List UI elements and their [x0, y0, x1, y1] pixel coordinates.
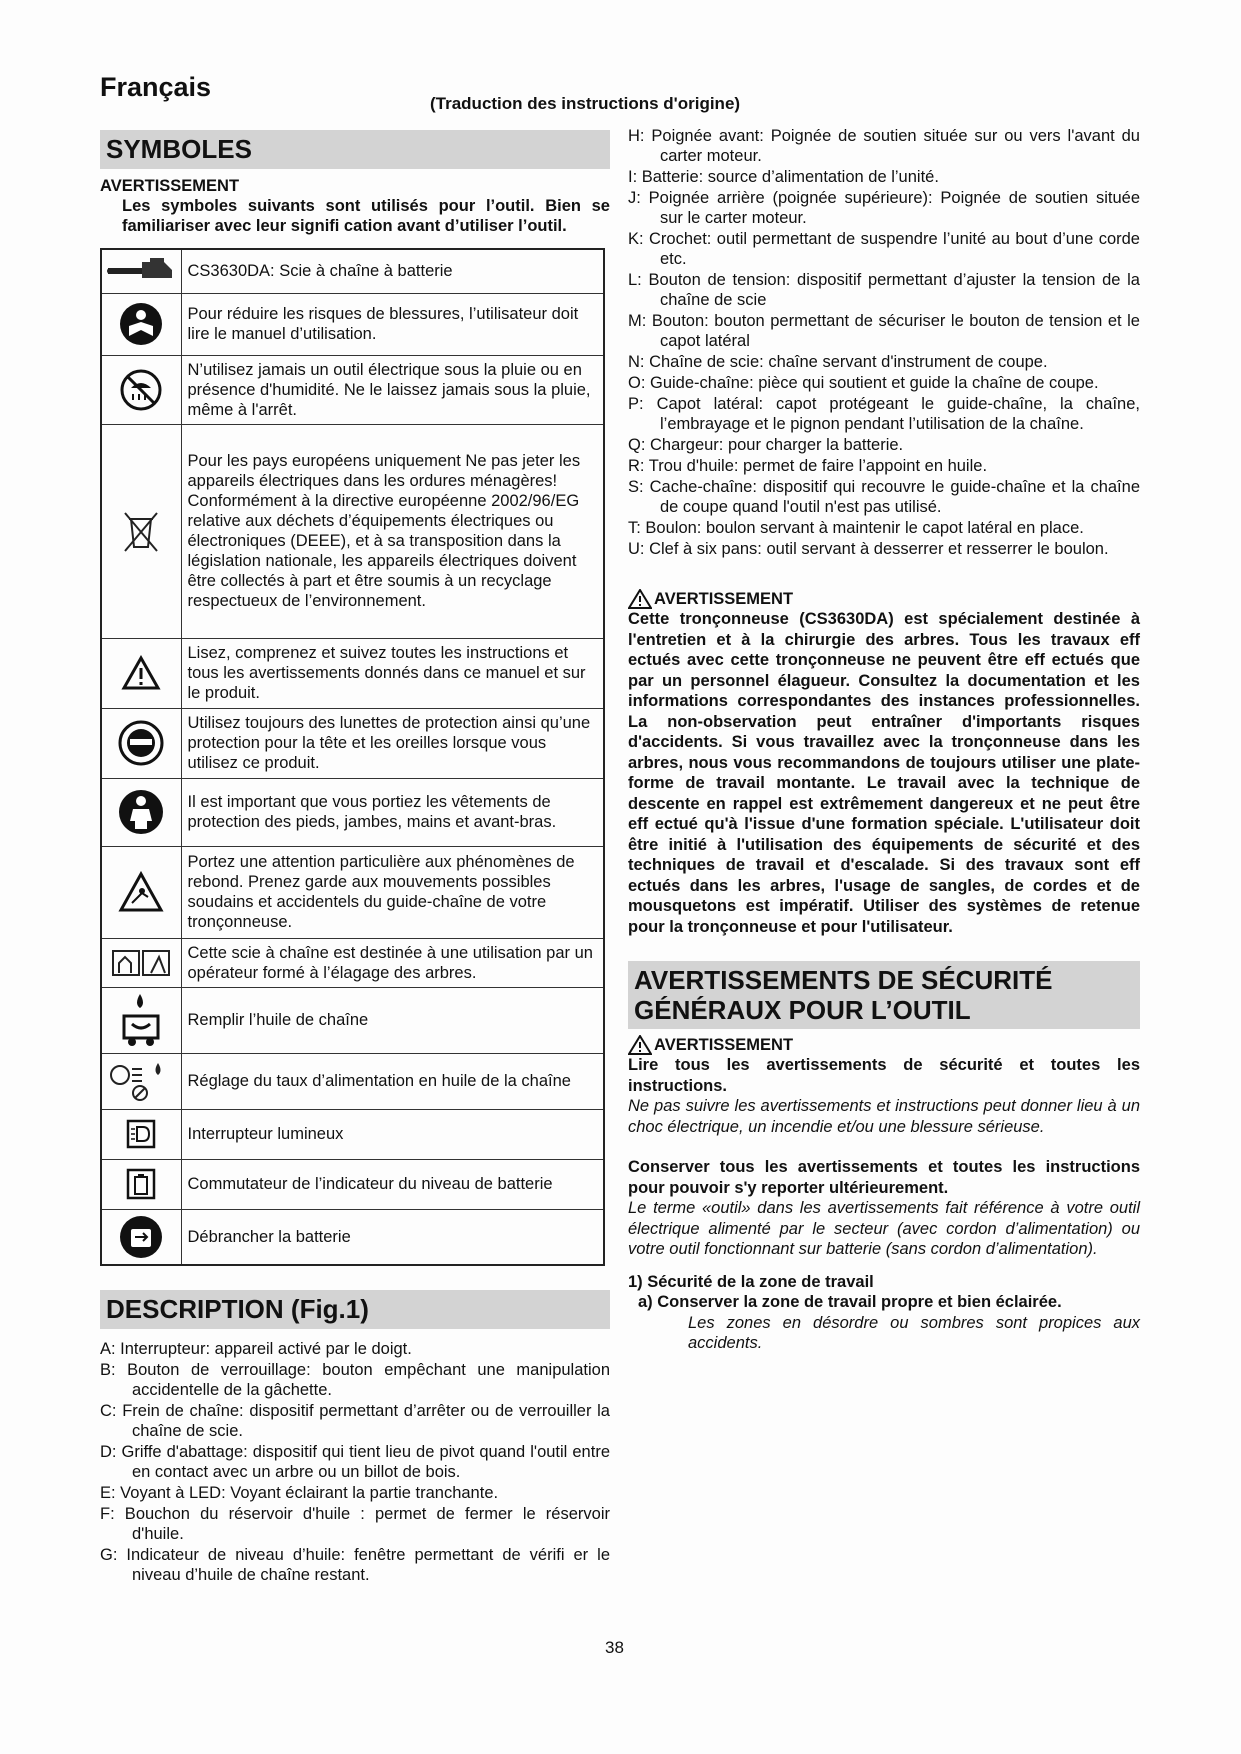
list-item: C: Frein de chaîne: dispositif permettant d’arrêter ou de verrouiller la chaîne de scie.: [100, 1402, 610, 1440]
list-item: L: Bouton de tension: dispositif permettant d’ajuster la tension de la chaîne de scie: [628, 271, 1140, 309]
list-item: I: Batterie: source d’alimentation de l’unité.: [628, 168, 939, 186]
warning-triangle-icon: [628, 1035, 652, 1055]
warning-triangle-icon: [628, 589, 652, 609]
symbol-row: [101, 638, 604, 708]
list-item: G: Indicateur de niveau d’huile: fenêtre permettant de vérifi er le niveau d’huile de chaîne restant.: [100, 1546, 610, 1584]
title-line: AVERTISSEMENTS DE SÉCURITÉ: [634, 965, 1053, 995]
left-column: [100, 130, 610, 1586]
list-item: P: Capot latéral: capot protégeant le guide-chaîne, la chaîne, l’embrayage et le pignon pendant l’utilisation de la chaîne.: [628, 395, 1140, 433]
list-item: K: Crochet: outil permettant de suspendre l’unité au bout d’une corde etc.: [628, 230, 1140, 268]
chainsaw-icon: [101, 249, 181, 293]
list-item: D: Griffe d'abattage: dispositif qui tient lieu de pivot quand l'outil entre en contact avec un arbre ou un billot de bois.: [100, 1443, 610, 1481]
kickback-warning-icon: [101, 846, 181, 938]
symbols-table: [100, 248, 605, 1266]
symbol-row: [101, 708, 604, 778]
no-rain-icon: [101, 355, 181, 424]
list-item: J: Poignée arrière (poignée supérieure): Poignée de soutien située sur le carter moteur.: [628, 189, 1140, 227]
page-number: 38: [605, 1638, 624, 1657]
list-item: A: Interrupteur: appareil activé par le doigt.: [100, 1340, 412, 1358]
symbols-warning-text: Les symboles suivants sont utilisés pour l’outil. Bien se familiariser avec leur signifi cation avant d’utiliser l’outil.: [122, 197, 610, 235]
symbol-row: [101, 424, 604, 638]
symbols-warning-label: AVERTISSEMENT: [100, 177, 240, 195]
disconnect-battery-icon: [101, 1209, 181, 1265]
trained-operator-icon: [101, 938, 181, 987]
title-line: GÉNÉRAUX POUR L’OUTIL: [634, 995, 971, 1025]
symbol-row: [101, 355, 604, 424]
general-safety-title: [628, 961, 1140, 1029]
list-item: M: Bouton: bouton permettant de sécuriser le bouton de tension et le capot latéral: [628, 312, 1140, 350]
warning-triangle-icon: [101, 638, 181, 708]
weee-bin-icon: [101, 424, 181, 638]
symbol-text: CS3630DA: Scie à chaîne à batterie: [181, 249, 604, 293]
translation-subtitle: (Traduction des instructions d'origine): [430, 94, 741, 113]
symbol-text: Cette scie à chaîne est destinée à une utilisation par un opérateur formé à l’élagage des arbres.: [181, 938, 604, 987]
warning-label: AVERTISSEMENT: [654, 1035, 794, 1054]
list-item: B: Bouton de verrouillage: bouton empêchant une manipulation accidentelle de la gâchette.: [100, 1361, 610, 1399]
work-area-clean-heading: a) Conserver la zone de travail propre et bien éclairée.: [638, 1293, 1062, 1311]
symbol-text: Commutateur de l’indicateur du niveau de batterie: [181, 1159, 604, 1209]
symbol-row: [101, 1209, 604, 1265]
symbol-text: N’utilisez jamais un outil électrique sous la pluie ou en présence d'humidité. Ne le laissez jamais sous la pluie, même à l'arrêt.: [181, 355, 604, 424]
work-area-safety-heading: 1) Sécurité de la zone de travail: [628, 1272, 874, 1291]
symbol-row: [101, 293, 604, 355]
symbol-row: [101, 938, 604, 987]
light-switch-icon: [101, 1109, 181, 1159]
symbol-text: Remplir l’huile de chaîne: [181, 987, 604, 1053]
symbol-row: [101, 987, 604, 1053]
read-all-warnings: Lire tous les avertissements de sécurité et toutes les instructions.: [628, 1056, 1140, 1095]
symbol-text: Lisez, comprenez et suivez toutes les instructions et tous les avertissements donnés dans ce manuel et sur le produit.: [181, 638, 604, 708]
description-list-continued: [628, 126, 1140, 559]
symbol-text: Utilisez toujours des lunettes de protection ainsi qu’une protection pour la tête et les oreilles lorsque vous utilisez ce produit.: [181, 708, 604, 778]
symbol-text: Pour les pays européens uniquement Ne pas jeter les appareils électriques dans les ordures ménagères! Conformément à la directive européenne 2002/96/EG relative aux déchets d’équipements électriques ou électroniques (DEEE), et à sa transposition dans la législation nationale, les appareils électriques doivent être collectés à part et être soumis à un recyclage respectueux de l’environnement.: [181, 424, 604, 638]
description-section-title: DESCRIPTION (Fig.1): [100, 1290, 610, 1329]
list-item: N: Chaîne de scie: chaîne servant d'instrument de coupe.: [628, 353, 1048, 371]
tool-term-definition: Le terme «outil» dans les avertissements fait référence à votre outil électrique alimenté par le secteur (avec cordon d’alimentation) ou votre outil fonctionnant sur batterie (sans cordon d’alimentation).: [628, 1199, 1140, 1258]
warning-label: AVERTISSEMENT: [654, 589, 794, 608]
symbols-section-title: SYMBOLES: [100, 130, 610, 169]
keep-instructions: Conserver tous les avertissements et toutes les instructions pour pouvoir s'y reporter ultérieurement.: [628, 1158, 1140, 1197]
list-item: S: Cache-chaîne: dispositif qui recouvre le guide-chaîne et la chaîne de coupe quand l'outil n'est pas utilisé.: [628, 478, 1140, 516]
protective-clothing-icon: [101, 778, 181, 846]
list-item: E: Voyant à LED: Voyant éclairant la partie tranchante.: [100, 1484, 499, 1502]
language-heading: Français: [100, 72, 212, 102]
description-list: [100, 1339, 610, 1585]
symbol-text: Il est important que vous portiez les vêtements de protection des pieds, jambes, mains et avant-bras.: [181, 778, 604, 846]
symbol-text: Réglage du taux d’alimentation en huile de la chaîne: [181, 1053, 604, 1109]
chainsaw-warning-text: Cette tronçonneuse (CS3630DA) est spécialement destinée à l'entretien et à la chirurgie des arbres. Tous les travaux eff ectués avec cette tronçonneuse ne peuvent être eff ectués que par un personnel élagueur. Consultez la documentation et les informations correspondantes des instances professionnelles. La non-observation peut entraîner d'importants risques d'accidents. Si vous travaillez avec la tronçonneuse dans les arbres, nous vous recommandons de toujours utiliser une plate-forme de travail montante. Le travail avec la technique de descente en rappel est extrêmement dangereux et ne peut être eff ectué qu'à l'issue d'une formation spéciale. L'utilisateur doit être initié à l'utilisation des équipements de sécurité et des techniques de travail et d'escalade. Si des travaux sont eff ectués dans les arbres, l'usage de sangles, de cordes et de mousquetons est impératif. Utiliser des systèmes de retenue pour la tronçonneuse et pour l'utilisateur.: [628, 610, 1140, 936]
failure-consequence: Ne pas suivre les avertissements et instructions peut donner lieu à un choc électrique, un incendie et/ou une blessure sérieuse.: [628, 1097, 1140, 1136]
symbol-row: [101, 778, 604, 846]
list-item: F: Bouchon du réservoir d'huile : permet de fermer le réservoir d'huile.: [100, 1505, 610, 1543]
symbol-row: [101, 1053, 604, 1109]
work-area-clean-text: Les zones en désordre ou sombres sont propices aux accidents.: [688, 1313, 1140, 1352]
oil-fill-icon: [101, 987, 181, 1053]
oil-feed-rate-icon: [101, 1053, 181, 1109]
read-manual-icon: [101, 293, 181, 355]
symbol-text: Débrancher la batterie: [181, 1209, 604, 1265]
eye-ear-protection-icon: [101, 708, 181, 778]
list-item: H: Poignée avant: Poignée de soutien située sur ou vers l'avant du carter moteur.: [628, 127, 1140, 165]
symbol-row: [101, 846, 604, 938]
right-column: [628, 126, 1140, 1354]
list-item: T: Boulon: boulon servant à maintenir le capot latéral en place.: [628, 519, 1084, 537]
battery-indicator-icon: [101, 1159, 181, 1209]
list-item: Q: Chargeur: pour charger la batterie.: [628, 436, 904, 454]
list-item: U: Clef à six pans: outil servant à desserrer et resserrer le boulon.: [628, 540, 1109, 558]
symbol-row: [101, 1159, 604, 1209]
list-item: R: Trou d'huile: permet de faire l’appoint en huile.: [628, 457, 988, 475]
warning-heading: [628, 589, 1140, 609]
symbol-row: [101, 1109, 604, 1159]
symbol-text: Pour réduire les risques de blessures, l’utilisateur doit lire le manuel d’utilisation.: [181, 293, 604, 355]
symbol-text: Interrupteur lumineux: [181, 1109, 604, 1159]
list-item: O: Guide-chaîne: pièce qui soutient et guide la chaîne de coupe.: [628, 374, 1099, 392]
symbol-row: [101, 249, 604, 293]
symbol-text: Portez une attention particulière aux phénomènes de rebond. Prenez garde aux mouvements possibles soudains et accidentels du guide-chaîne de votre tronçonneuse.: [181, 846, 604, 938]
warning-heading: [628, 1035, 1140, 1055]
